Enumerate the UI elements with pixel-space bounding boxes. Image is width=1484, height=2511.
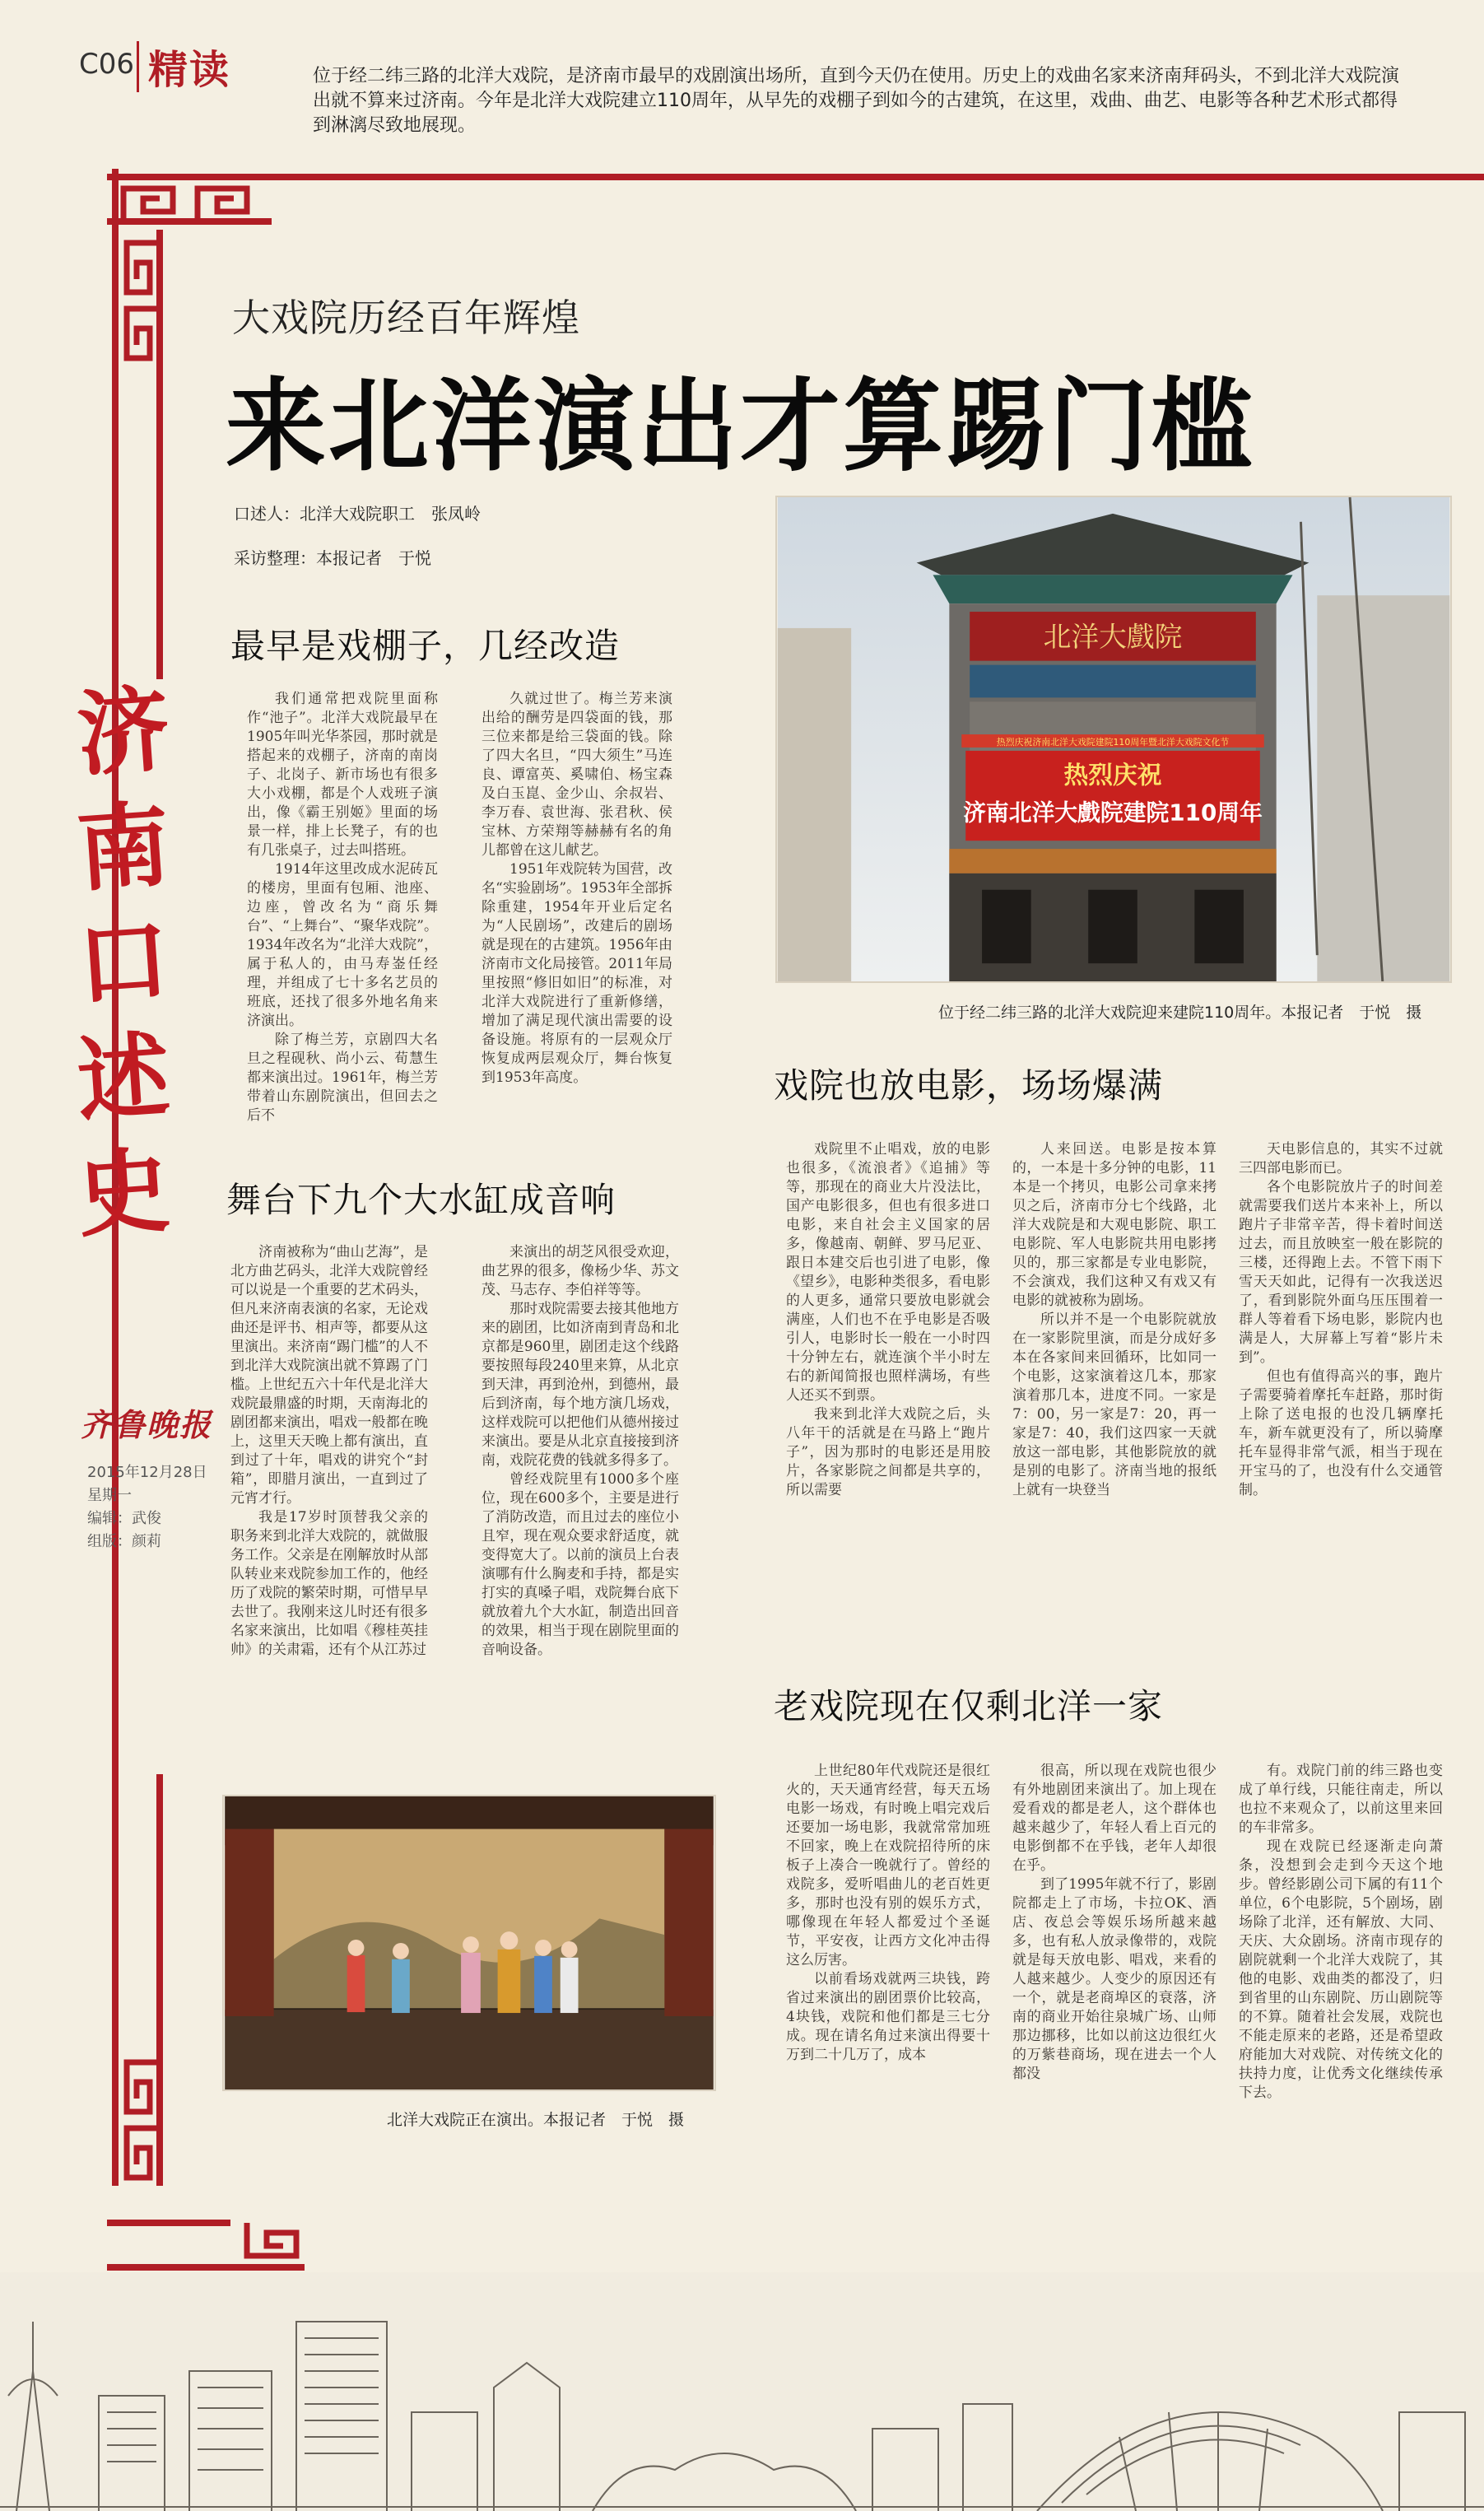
building-sign-text: 北洋大戲院 — [1043, 620, 1183, 653]
newspaper-masthead: 齐鲁晚报 — [81, 1406, 213, 1443]
intro-text: 位于经二纬三路的北洋大戏院，是济南市最早的戏剧演出场所，直到今天仍在使用。历史上的戏曲名家来济南拜码头，不到北洋大戏院演出就不算来过济南。今年是北洋大戏院建立110周年，从早先的戏棚子到如今的古建筑，在这里，戏曲、曲艺、电影等各种艺术形式都得到淋漓尽致地展现。 — [313, 66, 1400, 136]
text-column — [786, 1762, 990, 2223]
paragraph: 各个电影院放片子的时间差就需要我们送片本来补上，所以跑片子非常辛苦，得卡着时间送过去，而且放映室一般在影院的三楼，还得跑上去。不管下雨下雪天天如此，记得有一次我送迟了，看到影院外面乌压压围着一群人等着看下场电影，影院内也满是人，大屏幕上写着“影片未到”。 — [1239, 1179, 1443, 1366]
paragraph: 我们通常把戏院里面称作“池子”。北洋大戏院最早在1905年叫光华茶园，那时就是搭起来的戏棚子，济南的南岗子、北岗子、新市场也有很多大小戏棚，都是个人戏班子演出，像《霸王别姬》里面的场景一样，排上长凳子，有的也有几张桌子，过去叫搭班。 — [247, 691, 438, 859]
paragraph: 人来回送。电影是按本算的，一本是十多分钟的电影，11本是一个拷贝，电影公司拿来拷贝之后，济南市分七个线路，北洋大戏院是和大观电影院、职工电影院、军人电影院共用电影拷贝的，那三家都是专业电影院，不会演戏，我们这种又有戏又有电影的就被称为剧场。 — [1012, 1141, 1217, 1309]
layout-credit: 组版：颜莉 — [87, 1533, 161, 1550]
text-column — [1012, 1140, 1217, 1638]
text-column — [1012, 1762, 1217, 2223]
banner-body-text: 济南北洋大戲院建院110周年 — [963, 799, 1263, 827]
text-column — [481, 1243, 679, 1762]
section-heading: 舞台下九个大水缸成音响 — [226, 1180, 616, 1220]
text-column — [786, 1140, 990, 1638]
city-skyline-sketch — [0, 2272, 1484, 2511]
section-heading: 最早是戏棚子，几经改造 — [230, 626, 621, 666]
section-heading: 老戏院现在仅剩北洋一家 — [774, 1686, 1164, 1726]
paragraph: 济南被称为“曲山艺海”，是北方曲艺码头，北洋大戏院曾经可以说是一个重要的艺术码头，但凡来济南表演的名家，无论戏曲还是评书、相声等，都要从这里演出。来济南“踢门槛”的人不到北洋大戏院演出就不算踢了门槛。上世纪五六十年代是北洋大戏院最鼎盛的时期，天南海北的剧团都来演出，唱戏一般都在晚上，这里天天晚上都有演出，直到过了十年，唱戏的讲究个“封箱”，即腊月演出，一直到过了元宵才行。 — [230, 1244, 428, 1507]
banner-small-text: 热烈庆祝济南北洋大戏院建院110周年暨北洋大戏院文化节 — [996, 736, 1230, 748]
paragraph: 1914年这里改成水泥砖瓦的楼房，里面有包厢、池座、边座，曾改名为“商乐舞台”、“上舞台”、“聚华戏院”。1934年改名为“北洋大戏院”，属于私人的，由马寿崟任经理，并组成了七十多名艺员的班底，还找了很多外地名角来济演出。 — [247, 861, 438, 1029]
article-subtitle: 大戏院历经百年辉煌 — [232, 296, 580, 340]
stage-photo-caption: 北洋大戏院正在演出。本报记者 于悦 摄 — [387, 2111, 685, 2129]
paragraph: 1951年戏院转为国营，改名“实验剧场”。1953年全部拆除重建，1954年开业后定名为“人民剧场”，改建后的剧场就是现在的古建筑。1956年由济南市文化局接管。2011年局里按照“修旧如旧”的标准，对北洋大戏院进行了重新修缮，增加了满足现代演出需要的设备设施。将原有的一层观众厅恢复成两层观众厅，舞台恢复到1953年高度。 — [481, 861, 672, 1086]
paragraph: 我来到北洋大戏院之后，头八年干的活就是在马路上“跑片子”，因为那时的电影还是用胶片，各家影院之间都是共享的，所以需要 — [786, 1406, 990, 1498]
page-divider — [137, 41, 139, 92]
editor-credit: 编辑：武俊 — [87, 1510, 161, 1527]
paragraph: 那时戏院需要去接其他地方来的剧团，比如济南到青岛和北京都是960里，剧团走这个线路要按照每段240里来算，从北京到天津，再到沧州，到德州，最后到济南，每个地方演几场戏，这样戏院可以把他们从德州接过来演出。要是从北京直接接到济南，戏院花费的钱就多得多了。 — [481, 1301, 679, 1469]
text-column — [1239, 1140, 1443, 1638]
paragraph: 我是17岁时顶替我父亲的职务来到北洋大戏院的，就做服务工作。父亲是在刚解放时从部队转业来戏院参加工作的，他经历了戏院的繁荣时期，可惜早早去世了。我刚来这儿时还有很多名家来演出，比如唱《穆桂英挂帅》的关肃霜，还有个从江苏过 — [230, 1509, 428, 1658]
paragraph: 以前看场戏就两三块钱，跨省过来演出的剧团票价比较高，4块钱，戏院和他们都是三七分成。现在请名角过来演出得要十万到二十几万了，成本 — [786, 1971, 990, 2063]
section-heading: 戏院也放电影，场场爆满 — [774, 1065, 1164, 1106]
issue-date: 2015年12月28日 — [87, 1464, 207, 1481]
paragraph: 天电影信息的，其实不过就三四部电影而已。 — [1239, 1141, 1443, 1176]
reporter-credit: 采访整理：本报记者 于悦 — [234, 548, 431, 568]
paragraph: 但也有值得高兴的事，跑片子需要骑着摩托车赶路，那时街上除了送电报的也没几辆摩托车，新车就更没有了，所以骑摩托车显得非常气派，相当于现在开宝马的了，也没有什么交通管制。 — [1239, 1368, 1443, 1498]
calligraphy-char: 口 — [73, 906, 174, 1020]
calligraphy-char: 述 — [73, 1021, 174, 1135]
text-column — [230, 1243, 428, 1762]
paragraph: 上世纪80年代戏院还是很红火的，天天通宵经营，每天五场电影一场戏，有时晚上唱完戏后还要加一场电影，我就常常加班不回家，晚上在戏院招待所的床板子上凑合一晚就行了。曾经的戏院多，爱听唱曲儿的老百姓更多，那时也没有别的娱乐方式，哪像现在年轻人都爱过个圣诞节，平安夜，让西方文化冲击得这么厉害。 — [786, 1763, 990, 1968]
column-title-calligraphy — [70, 675, 177, 1251]
paragraph: 除了梅兰芳，京剧四大名旦之程砚秋、尚小云、荀慧生都来演出过。1961年，梅兰芳带着山东剧院演出，但回去之后不 — [247, 1032, 438, 1124]
stage-photo — [222, 1795, 716, 2091]
banner-title-text: 热烈庆祝 — [1063, 761, 1162, 790]
fret-border-bottom — [107, 2215, 305, 2276]
paragraph: 有。戏院门前的纬三路也变成了单行线，只能往南走，所以也拉不来观众了，以前这里来回的车非常多。 — [1239, 1763, 1443, 1836]
issue-weekday: 星期一 — [87, 1487, 132, 1504]
paragraph: 现在戏院已经逐渐走向萧条，没想到会走到今天这个地步。曾经影剧公司下属的有11个单位，6个电影院，5个剧场，剧场除了北洋，还有解放、大同、天庆、大众剧场。济南市现存的剧院就剩一个北洋大戏院了，其他的电影、戏曲类的都没了，归到省里的山东剧院、历山剧院等的不算。随着社会发展，戏院也不能走原来的老路，还是希望政府能加大对戏院、对传统文化的扶持力度，让优秀文化继续传承下去。 — [1239, 1838, 1443, 2101]
paragraph: 戏院里不止唱戏，放的电影也很多，《流浪者》《追捕》等等，那现在的商业大片没法比，国产电影很多，但也有很多进口电影，来自社会主义国家的居多，像越南、朝鲜、罗马尼亚、跟日本建交后也引进了电影，像《望乡》，电影种类很多，看电影的人更多，通常只要放电影就会满座，人们也不在乎电影是否吸引人，电影时长一般在一小时四十分钟左右，就连演个半小时左右的新闻简报也照样满场，有些人还买不到票。 — [786, 1141, 990, 1404]
paragraph: 很高，所以现在戏院也很少有外地剧团来演出了。加上现在爱看戏的都是老人，这个群体也越来越少了，年轻人看上百元的电影倒都不在乎钱，老年人却很在乎。 — [1012, 1763, 1217, 1874]
text-column — [481, 690, 672, 1139]
calligraphy-char: 史 — [73, 1136, 174, 1251]
text-column — [1239, 1762, 1443, 2223]
paragraph: 所以并不是一个电影院就放在一家影院里演，而是分成好多本在各家间来回循环，比如同一个电影，这家演着这几本，那家演着那几本，进度不同。一家是7：00，另一家是7：20，再一家是7：40，我们这四家一天就放这一部电影，其他影院放的就是别的电影了。济南当地的报纸上就有一块登当 — [1012, 1311, 1217, 1498]
building-photo — [775, 496, 1452, 983]
paragraph: 曾经戏院里有1000多个座位，现在600多个，主要是进行了消防改造，而且过去的座位小且窄，现在观众要求舒适度，就变得宽大了。以前的演员上台表演哪有什么胸麦和手持，都是实打实的真嗓子唱，戏院舞台底下就放着九个大水缸，制造出回音的效果，相当于现在剧院里面的音响设备。 — [481, 1471, 679, 1658]
fret-border-top — [107, 169, 1484, 230]
building-photo-caption: 位于经二纬三路的北洋大戏院迎来建院110周年。本报记者 于悦 摄 — [938, 1004, 1422, 1022]
calligraphy-char: 济 — [73, 675, 174, 790]
paragraph: 久就过世了。梅兰芳来演出给的酬劳是四袋面的钱，那三位来都是给三袋面的钱。除了四大名旦，“四大须生”马连良、谭富英、奚啸伯、杨宝森及白玉崑、金少山、余叔岩、李万春、袁世海、张君秋、侯宝林、方荣翔等赫赫有名的角儿都曾在这儿献艺。 — [481, 691, 672, 859]
paragraph: 到了1995年就不行了，影剧院都走上了市场，卡拉OK、酒店、夜总会等娱乐场所越来越多，也有私人放录像带的，戏院就是每天放电影、唱戏，来看的人越来越少。人变少的原因还有一个，就是老商埠区的衰落，济南的商业开始往泉城广场、山师那边挪移，比如以前这边很红火的万紫巷商场，现在进去一个人都没 — [1012, 1876, 1217, 2082]
text-column — [247, 690, 438, 1139]
paragraph: 来演出的胡芝风很受欢迎，曲艺界的很多，像杨少华、苏文茂、马志存、李伯祥等等。 — [481, 1244, 679, 1298]
section-title: 精读 — [148, 47, 231, 93]
narrator-credit: 口述人：北洋大戏院职工 张凤岭 — [234, 504, 481, 524]
page-number: C06 — [79, 48, 135, 81]
issue-meta — [87, 1461, 207, 1554]
calligraphy-char: 南 — [73, 790, 174, 905]
article-headline: 来北洋演出才算踢门槛 — [226, 368, 1254, 485]
